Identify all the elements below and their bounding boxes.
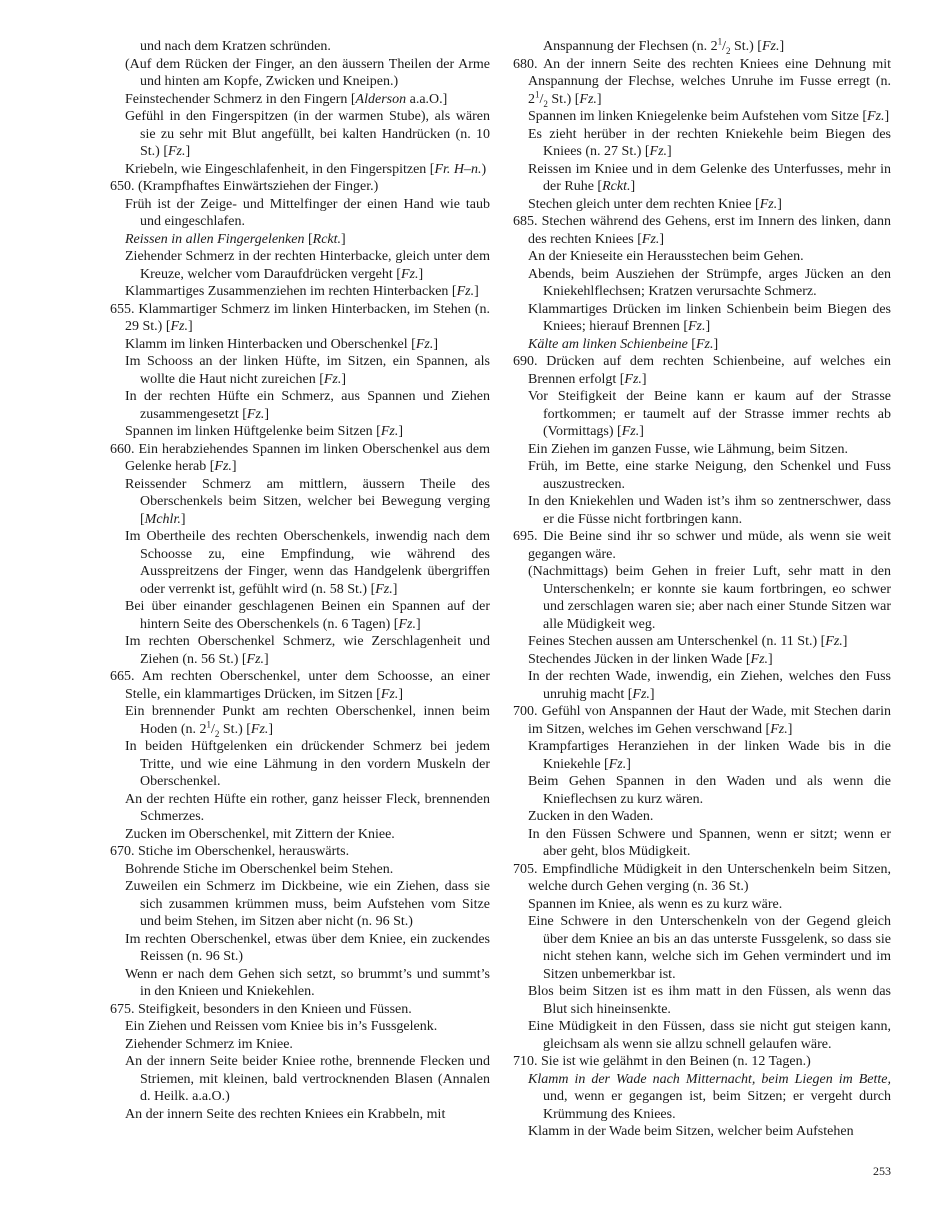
entry-text: ) [481, 161, 487, 177]
fraction-digit: 2 [214, 728, 220, 739]
symptom-entry [513, 441, 891, 459]
entry-text: In der rechten Wade, inwendig, ein Ziehen, welches den Fuss unruhig macht [ [528, 669, 891, 702]
symptom-entry [110, 108, 490, 161]
entry-text: ] [649, 686, 655, 702]
entry-text: ] [474, 284, 479, 299]
symptom-entry [110, 388, 490, 423]
italic-text: Fr. H–n. [434, 161, 482, 177]
italic-text: Fz. [214, 459, 232, 474]
symptom-entry [110, 38, 490, 56]
entry-text: Früh ist der Zeige- und Mittelfinger der einen Hand wie taub und eingeschlafen. [125, 196, 490, 229]
italic-text: Fz. [246, 651, 265, 667]
entry-text: ] [884, 109, 890, 124]
entry-text: 705. Empfindliche Müdigkeit in den Unterschenkeln beim Sitzen, welche durch Gehen verging (n. 36 St.) [513, 861, 891, 894]
entry-text: ] [641, 371, 647, 387]
italic-text: Fz. [250, 721, 269, 737]
italic-text: Fz. [770, 721, 788, 737]
italic-text: Fz. [456, 284, 475, 299]
entry-text: / [539, 91, 544, 107]
symptom-entry [513, 913, 891, 983]
symptom-entry [513, 266, 891, 301]
entry-text: In den Kniekehlen und Waden ist’s ihm so zentnerschwer, dass er die Füsse nicht fortbringen kann. [528, 494, 891, 527]
symptom-entry [110, 423, 490, 441]
symptom-entry [513, 56, 891, 109]
symptom-entry [513, 458, 891, 493]
symptom-entry [513, 1071, 891, 1124]
symptom-entry [513, 773, 891, 808]
entry-text: 665. Am rechten Oberschenkel, unter dem Schoosse, an einer Stelle, ein klammartiges Drücken, im Sitzen [ [110, 669, 490, 702]
symptom-entry [110, 91, 490, 109]
symptom-entry [110, 791, 490, 826]
symptom-entry [110, 1106, 490, 1124]
italic-text: Fz. [695, 336, 714, 352]
symptom-entry [513, 108, 891, 126]
entry-text: St.) [ [219, 721, 251, 737]
symptom-entry [513, 126, 891, 161]
entry-text: Reissen im Kniee und in dem Gelenke des Unterfusses, mehr in der Ruhe [ [528, 161, 891, 194]
entry-text: Spannen im linken Kniegelenke beim Aufstehen vom Sitze [ [528, 109, 868, 124]
symptom-entry [513, 563, 891, 633]
left-column [110, 38, 490, 1123]
italic-text: Rckt. [312, 231, 342, 247]
symptom-entry [513, 528, 891, 563]
symptom-entry [513, 493, 891, 528]
symptom-entry [110, 196, 490, 231]
entry-text: ] [659, 231, 665, 247]
entry-text: ] [626, 756, 631, 772]
entry-text: Ziehender Schmerz in der rechten Hinterbacke, gleich unter dem Kreuze, welcher vom Daraufdrücken vergeht [ [125, 249, 490, 282]
entry-text: (Nachmittags) beim Gehen in freier Luft, sehr matt in den Unterschenkeln; er konnte sie kaum fortbringen, eo schwer und zerschlagen waren sie; aber nach einer Stunde Sitzen war alle Müdigkeit weg. [528, 564, 891, 632]
entry-text: 690. Drücken auf dem rechten Schienbeine, auf welches ein Brennen erfolgt [ [513, 354, 891, 387]
italic-text: Mchlr. [144, 511, 181, 527]
entry-text: Abends, beim Ausziehen der Strümpfe, arges Jücken an den Kniekehlflechsen; Kratzen verursachte Schmerz. [528, 266, 891, 299]
symptom-entry [110, 353, 490, 388]
symptom-entry [513, 668, 891, 703]
entry-text: und nach dem Kratzen schründen. [140, 39, 331, 54]
italic-text: Fz. [415, 336, 434, 352]
symptom-entry [110, 1053, 490, 1106]
entry-text: ] [392, 581, 398, 597]
entry-text: 680. An der innern Seite des rechten Kniees eine Dehnung mit Anspannung der Flechse, welches Unruhe im Fusse erregt (n. 2 [513, 56, 891, 107]
symptom-entry [110, 931, 490, 966]
symptom-entry [110, 476, 490, 529]
symptom-entry [513, 353, 891, 388]
entry-text: Ein Ziehen und Reissen vom Kniee bis in’s Fussgelenk. [125, 1019, 438, 1034]
entry-text: ] [639, 424, 644, 439]
entry-text: Feinstechender Schmerz in den Fingern [ [125, 91, 356, 107]
fraction-digit: 1 [717, 36, 723, 47]
symptom-entry [513, 161, 891, 196]
symptom-entry [110, 231, 490, 249]
symptom-entry [110, 738, 490, 791]
symptom-entry [110, 1001, 490, 1019]
symptom-entry [110, 248, 490, 283]
entry-text: Kriebeln, wie Eingeschlafenheit, in den Fingerspitzen [ [125, 161, 435, 177]
italic-text: Fz. [608, 756, 627, 772]
entry-text: Zucken im Oberschenkel, mit Zittern der Kniee. [125, 826, 395, 842]
entry-text: ] [842, 634, 848, 649]
fraction-digit: 1 [535, 88, 540, 99]
entry-text: 695. Die Beine sind ihr so schwer und müde, als wenn sie weit gegangen wäre. [513, 529, 891, 562]
italic-text: Fz. [867, 109, 885, 124]
entry-text: a.a.O.] [406, 91, 448, 107]
symptom-entry [110, 56, 490, 91]
entry-text: In der rechten Hüfte ein Schmerz, aus Spannen und Ziehen zusammengesetzt [ [125, 389, 490, 422]
italic-text: Fz. [624, 371, 642, 387]
symptom-entry [513, 1053, 891, 1071]
entry-text: 710. Sie ist wie gelähmt in den Beinen (n. 12 Tagen.) [513, 1054, 811, 1069]
symptom-entry [513, 861, 891, 896]
symptom-entry [110, 598, 490, 633]
entry-text: Stechen gleich unter dem rechten Kniee [ [528, 196, 760, 212]
entry-text: ] [787, 721, 793, 737]
italic-text: Kälte am linken Schienbeine [528, 336, 688, 352]
entry-text: 660. Ein herabziehendes Spannen im linken Oberschenkel aus dem Gelenke herab [ [110, 441, 490, 474]
italic-text: Alderson [355, 91, 407, 107]
entry-text: ] [630, 179, 636, 194]
entry-text: ] [188, 319, 193, 334]
symptom-entry [110, 1018, 490, 1036]
italic-text: Rckt. [602, 179, 631, 194]
italic-text: Fz. [825, 634, 843, 649]
entry-text: ] [777, 196, 782, 212]
entry-text: ] [180, 511, 186, 527]
symptom-entry [513, 896, 891, 914]
entry-text: Zuweilen ein Schmerz im Dickbeine, wie ein Ziehen, dass sie sich zusammen krümmen muss, beim Aufstehen vom Sitze und beim Stehen, im Sitzen aber nicht (n. 96 St.) [125, 879, 490, 929]
italic-text: Fz. [759, 196, 778, 212]
symptom-entry [110, 161, 490, 179]
entry-text: Vor Steifigkeit der Beine kann er kaum auf der Strasse fortkommen; er taumelt auf der Strasse immer rechts ab (Vormittags) [ [528, 389, 891, 439]
entry-text: Klamm im linken Hinterbacken und Oberschenkel [ [125, 336, 416, 352]
entry-text: An der Knieseite ein Herausstechen beim Gehen. [528, 249, 804, 264]
symptom-entry [110, 843, 490, 861]
symptom-entry [513, 808, 891, 826]
symptom-entry [513, 336, 891, 354]
italic-text: Fz. [400, 266, 419, 282]
entry-text: / [722, 39, 726, 54]
entry-text: 685. Stechen während des Gehens, erst im Innern des linken, dann des rechten Kniees [ [513, 214, 891, 247]
entry-text: In den Füssen Schwere und Spannen, wenn er sitzt; wenn er aber geht, blos Müdigkeit. [528, 826, 891, 859]
entry-text: ] [768, 651, 773, 667]
italic-text: Fz. [761, 39, 780, 54]
entry-text: ] [264, 406, 270, 422]
symptom-entry [513, 651, 891, 669]
entry-text: Ein Ziehen im ganzen Fusse, wie Lähmung, beim Sitzen. [528, 441, 848, 457]
entry-text: ] [398, 686, 403, 702]
entry-text: Ein brennender Punkt am rechten Oberschenkel, innen beim Hoden (n. 2 [125, 704, 490, 737]
entry-text: Im rechten Oberschenkel, etwas über dem Kniee, ein zuckendes Reissen (n. 96 St.) [125, 931, 490, 964]
entry-text: Klamm in der Wade beim Sitzen, welcher beim Aufstehen [528, 1124, 854, 1139]
italic-text: Fz. [621, 424, 640, 439]
entry-text: Feines Stechen aussen am Unterschenkel (n. 11 St.) [ [528, 634, 826, 649]
entry-text: Spannen im linken Hüftgelenke beim Sitzen [ [125, 424, 381, 439]
symptom-entry [110, 178, 490, 196]
entry-text: 655. Klammartiger Schmerz im linken Hinterbacken, im Stehen (n. 29 St.) [ [110, 301, 490, 334]
symptom-entry [110, 301, 490, 336]
entry-text: Bei über einander geschlagenen Beinen ein Spannen auf der hintern Seite des Oberschenkels (n. 6 Tagen) [ [125, 599, 490, 632]
entry-text: 675. Steifigkeit, besonders in den Knieen und Füssen. [110, 1001, 412, 1017]
entry-text: St.) [ [730, 39, 762, 54]
entry-text: 670. Stiche im Oberschenkel, herauswärts. [110, 844, 350, 859]
symptom-entry [513, 38, 891, 56]
symptom-entry [110, 633, 490, 668]
entry-text: 650. (Krampfhaftes Einwärtsziehen der Finger.) [110, 179, 379, 194]
entry-text: Zucken in den Waden. [528, 809, 654, 824]
entry-text: ] [779, 39, 785, 54]
italic-text: Fz. [398, 616, 416, 632]
entry-text: ] [268, 721, 274, 737]
entry-text: Es zieht herüber in der rechten Kniekehle beim Biegen des Kniees (n. 27 St.) [ [528, 126, 891, 159]
entry-text: Ziehender Schmerz im Kniee. [125, 1036, 293, 1052]
italic-text: Fz. [380, 424, 399, 439]
entry-text: Blos beim Sitzen ist es ihm matt in den Füssen, als wenn das Blut sich hineinsenkte. [528, 984, 891, 1017]
entry-text: An der innern Seite beider Kniee rothe, brennende Flecken und Striemen, mit kleinen, bald vertrocknenden Blasen (Annalen d. Heilk. a.a.O.) [125, 1054, 490, 1104]
entry-text: und, wenn er gegangen ist, beim Sitzen; er vergeht durch Krümmung des Kniees. [543, 1089, 891, 1122]
entry-text: ] [415, 616, 421, 632]
entry-text: ] [341, 231, 346, 247]
entry-text: ] [264, 651, 269, 667]
italic-text: Reissen in allen Fingergelenken [125, 231, 305, 247]
entry-text: Im Obertheile des rechten Oberschenkels, inwendig nach dem Schoosse zu, eine Empfindung, wie während des Ausspreitzens der Finger, wenn das Handgelenk übergriffen oder verrenkt ist, gefühlt wird (n. 58 St.) [ [125, 529, 490, 597]
entry-text: ] [398, 424, 403, 439]
symptom-entry [110, 528, 490, 598]
symptom-entry [110, 1036, 490, 1054]
italic-text: Fz. [632, 686, 650, 702]
italic-text: Fz. [323, 371, 342, 387]
symptom-entry [110, 283, 490, 301]
symptom-entry [513, 213, 891, 248]
symptom-entry [110, 878, 490, 931]
fraction-digit: 2 [543, 98, 548, 109]
entry-text: ] [596, 91, 602, 107]
symptom-entry [110, 703, 490, 738]
entry-text: Klammartiges Zusammenziehen im rechten Hinterbacken [ [125, 284, 457, 299]
symptom-entry [513, 703, 891, 738]
entry-text: ] [231, 459, 237, 474]
symptom-entry [110, 826, 490, 844]
entry-text: Wenn er nach dem Gehen sich setzt, so brummt’s und summt’s in den Knieen und Kniekehlen. [125, 966, 490, 999]
entry-text: 700. Gefühl von Anspannen der Haut der Wade, mit Stechen darin im Sitzen, welches im Gehen verschwand [ [513, 704, 891, 737]
symptom-entry [513, 1018, 891, 1053]
right-column [513, 38, 891, 1141]
italic-text: Fz. [688, 319, 706, 334]
italic-text: Fz. [641, 231, 660, 247]
entry-text: ] [185, 144, 191, 159]
fraction-digit: 1 [206, 718, 211, 729]
entry-text: ] [433, 336, 438, 352]
entry-text: ] [705, 319, 711, 334]
entry-text: Eine Müdigkeit in den Füssen, dass sie nicht gut steigen kann, gleichsam als wenn sie allzu schnell gelaufen wäre. [528, 1019, 891, 1052]
entry-text: An der rechten Hüfte ein rother, ganz heisser Fleck, brennenden Schmerzes. [125, 791, 490, 824]
entry-text: Anspannung der Flechsen (n. 2 [543, 39, 718, 54]
symptom-entry [513, 248, 891, 266]
entry-text: Eine Schwere in den Unterschenkeln von der Gegend gleich über dem Kniee an bis an das unterste Fussgelenk, so dass sie nicht stehen kann, welche sich im Gehen vermindert und im Sitzen unbemerkbar ist. [528, 914, 891, 982]
entry-text: ] [667, 144, 672, 159]
symptom-entry [513, 633, 891, 651]
entry-text: Krampfartiges Heranziehen in der linken Wade bis in die Kniekehle [ [528, 739, 891, 772]
symptom-entry [513, 826, 891, 861]
symptom-entry [513, 1123, 891, 1141]
symptom-entry [110, 668, 490, 703]
entry-text: ] [418, 266, 424, 282]
symptom-entry [513, 301, 891, 336]
italic-text: Klamm in der Wade nach Mitternacht, beim Liegen im Bette, [528, 1071, 891, 1087]
italic-text: Fz. [380, 686, 399, 702]
page-number: 253 [873, 1164, 891, 1178]
symptom-entry [513, 738, 891, 773]
entry-text: St.) [ [547, 91, 580, 107]
symptom-entry [110, 966, 490, 1001]
symptom-entry [110, 336, 490, 354]
italic-text: Fz. [579, 91, 597, 107]
italic-text: Fz. [246, 406, 265, 422]
entry-text: ] [341, 371, 347, 387]
italic-text: Fz. [170, 319, 188, 334]
symptom-entry [513, 388, 891, 441]
entry-text: Reissender Schmerz am mittlern, äussern Theile des Oberschenkels beim Sitzen, welcher bei Bewegung verging [ [125, 476, 490, 527]
entry-text: Im rechten Oberschenkel Schmerz, wie Zerschlagenheit und Ziehen (n. 56 St.) [ [125, 634, 490, 667]
entry-text: (Auf dem Rücken der Finger, an den äussern Theilen der Arme und hinten am Kopfe, Zwicken und Kneipen.) [125, 56, 490, 89]
entry-text: [ [304, 231, 313, 247]
symptom-entry [513, 196, 891, 214]
entry-text: Im Schooss an der linken Hüfte, im Sitzen, ein Spannen, als wollte die Haut nicht zureichen [ [125, 354, 490, 387]
fraction-digit: 2 [725, 45, 731, 56]
entry-text: Spannen im Kniee, als wenn es zu kurz wäre. [528, 896, 783, 912]
italic-text: Fz. [649, 144, 668, 159]
symptom-entry [110, 861, 490, 879]
italic-text: Fz. [750, 651, 769, 667]
symptom-entry [513, 983, 891, 1018]
entry-text: An der innern Seite des rechten Kniees ein Krabbeln, mit [125, 1106, 446, 1122]
entry-text: Früh, im Bette, eine starke Neigung, den Schenkel und Fuss auszustrecken. [528, 459, 891, 492]
entry-text: Beim Gehen Spannen in den Waden und als wenn die Knieflechsen zu kurz wären. [528, 774, 891, 807]
entry-text: [ [687, 336, 696, 352]
italic-text: Fz. [168, 144, 186, 159]
italic-text: Fz. [375, 581, 393, 597]
entry-text: Klammartiges Drücken im linken Schienbein beim Biegen des Kniees; hierauf Brennen [ [528, 301, 891, 334]
entry-text: ] [713, 336, 719, 352]
entry-text: In beiden Hüftgelenken ein drückender Schmerz bei jedem Tritte, und wie eine Lähmung in den vordern Muskeln der Oberschenkel. [125, 739, 490, 789]
entry-text: Bohrende Stiche im Oberschenkel beim Stehen. [125, 861, 394, 877]
symptom-entry [110, 441, 490, 476]
entry-text: / [211, 721, 215, 737]
entry-text: Stechendes Jücken in der linken Wade [ [528, 651, 751, 667]
entry-text: Gefühl in den Fingerspitzen (in der warmen Stube), als wären sie zu sehr mit Blut angefüllt, bei kalten Handrücken (n. 10 St.) [ [125, 109, 490, 159]
